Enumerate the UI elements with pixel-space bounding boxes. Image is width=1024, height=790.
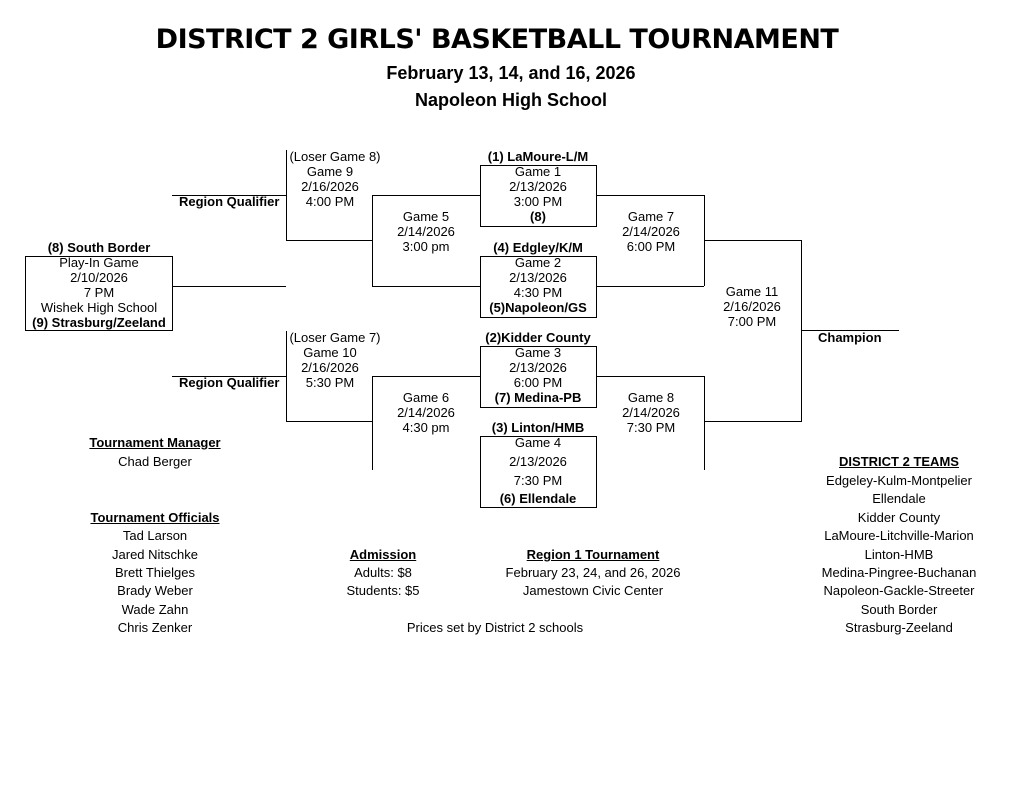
team-item: Strasburg-Zeeland: [845, 620, 953, 635]
game1-name: Game 1: [514, 164, 562, 179]
game2-time: 4:30 PM: [513, 285, 563, 300]
champion-label: Champion: [818, 330, 882, 345]
tournament-dates: February 13, 14, and 16, 2026: [386, 63, 636, 83]
tournament-venue: Napoleon High School: [415, 90, 607, 110]
game9-time: 4:00 PM: [305, 194, 355, 209]
team-item: Napoleon-Gackle-Streeter: [823, 583, 975, 598]
playin-team-top: (8) South Border: [47, 240, 151, 255]
game7-date: 2/14/2026: [622, 224, 680, 239]
game5-time: 3:00 pm: [402, 239, 450, 254]
game7-time: 6:00 PM: [626, 239, 676, 254]
playin-team-bottom: (9) Strasburg/Zeeland: [32, 315, 166, 330]
teams-heading: DISTRICT 2 TEAMS: [839, 454, 959, 469]
team-item: Kidder County: [857, 510, 941, 525]
game1-time: 3:00 PM: [513, 194, 563, 209]
game2-team-bottom: (5)Napoleon/GS: [489, 300, 587, 315]
game10-region-qualifier: Region Qualifier: [179, 375, 280, 390]
officials-heading: Tournament Officials: [90, 510, 220, 525]
official-item: Tad Larson: [122, 528, 188, 543]
game11-name: Game 11: [725, 284, 779, 299]
team-item: Ellendale: [872, 491, 926, 506]
game5-date: 2/14/2026: [397, 224, 455, 239]
game10-bottom-line: [286, 421, 372, 422]
game4-team-bottom: (6) Ellendale: [499, 491, 577, 506]
playin-site: Wishek High School: [40, 300, 158, 315]
playin-connector: [172, 286, 286, 287]
playin-date: 2/10/2026: [70, 270, 128, 285]
game3-time: 6:00 PM: [513, 375, 563, 390]
game8-time: 7:30 PM: [626, 420, 676, 435]
game9-bottom-line: [286, 240, 372, 241]
game1-team-top: (1) LaMoure-L/M: [487, 149, 589, 164]
game2-name: Game 2: [514, 255, 562, 270]
game5-bottom-line: [372, 286, 480, 287]
game4-date: 2/13/2026: [509, 454, 567, 469]
official-item: Chris Zenker: [117, 620, 193, 635]
game10-time: 5:30 PM: [305, 375, 355, 390]
team-item: Edgeley-Kulm-Montpelier: [826, 473, 972, 488]
game9-name: Game 9: [306, 164, 354, 179]
game6-name: Game 6: [402, 390, 450, 405]
game9-region-qualifier: Region Qualifier: [179, 194, 280, 209]
game10-date: 2/16/2026: [301, 360, 359, 375]
admission-students: Students: $5: [346, 583, 420, 598]
game7-top-line: [597, 195, 704, 196]
game10-vertical: [286, 331, 287, 421]
game8-vertical: [704, 376, 705, 470]
team-item: Medina-Pingree-Buchanan: [821, 565, 977, 580]
game5-top-line: [372, 195, 480, 196]
official-item: Brady Weber: [117, 583, 193, 598]
game11-date: 2/16/2026: [723, 299, 781, 314]
game5-name: Game 5: [402, 209, 450, 224]
region-site: Jamestown Civic Center: [522, 583, 664, 598]
team-item: Linton-HMB: [864, 547, 934, 562]
game2-team-top: (4) Edgley/K/M: [493, 240, 583, 255]
team-item: LaMoure-Litchville-Marion: [824, 528, 974, 543]
admission-heading: Admission: [349, 547, 417, 562]
game6-date: 2/14/2026: [397, 405, 455, 420]
game8-top-line: [597, 376, 704, 377]
region-dates: February 23, 24, and 26, 2026: [505, 565, 681, 580]
game9-vertical: [286, 150, 287, 240]
game3-team-top: (2)Kidder County: [485, 330, 591, 345]
playin-time: 7 PM: [83, 285, 115, 300]
playin-label: Play-In Game: [59, 255, 139, 270]
game9-date: 2/16/2026: [301, 179, 359, 194]
region-heading: Region 1 Tournament: [526, 547, 660, 562]
game1-team-bottom: (8): [530, 209, 546, 224]
game8-out-line: [704, 421, 801, 422]
official-item: Wade Zahn: [121, 602, 189, 617]
manager-name: Chad Berger: [118, 454, 192, 469]
admission-adults: Adults: $8: [354, 565, 412, 580]
game11-vertical: [801, 240, 802, 422]
page-title: DISTRICT 2 GIRLS' BASKETBALL TOURNAMENT: [155, 24, 839, 55]
game10-name: Game 10: [303, 345, 357, 360]
manager-heading: Tournament Manager: [89, 435, 221, 450]
game4-team-top: (3) Linton/HMB: [491, 420, 585, 435]
game7-out-line: [704, 240, 801, 241]
game10-note: (Loser Game 7): [289, 330, 381, 345]
game1-date: 2/13/2026: [509, 179, 567, 194]
game3-date: 2/13/2026: [509, 360, 567, 375]
game6-top-line: [372, 376, 480, 377]
official-item: Jared Nitschke: [112, 547, 198, 562]
game4-time: 7:30 PM: [513, 473, 563, 488]
official-item: Brett Thielges: [115, 565, 195, 580]
game5-vertical: [372, 195, 373, 287]
game7-name: Game 7: [627, 209, 675, 224]
game4-name: Game 4: [514, 435, 562, 450]
game11-time: 7:00 PM: [727, 314, 777, 329]
game6-time: 4:30 pm: [402, 420, 450, 435]
prices-note: Prices set by District 2 schools: [406, 620, 584, 635]
game7-bottom-line: [597, 286, 704, 287]
game3-team-bottom: (7) Medina-PB: [494, 390, 582, 405]
game8-date: 2/14/2026: [622, 405, 680, 420]
game8-name: Game 8: [627, 390, 675, 405]
team-item: South Border: [860, 602, 938, 617]
game6-vertical: [372, 376, 373, 470]
game3-name: Game 3: [514, 345, 562, 360]
game2-date: 2/13/2026: [509, 270, 567, 285]
game9-note: (Loser Game 8): [289, 149, 381, 164]
